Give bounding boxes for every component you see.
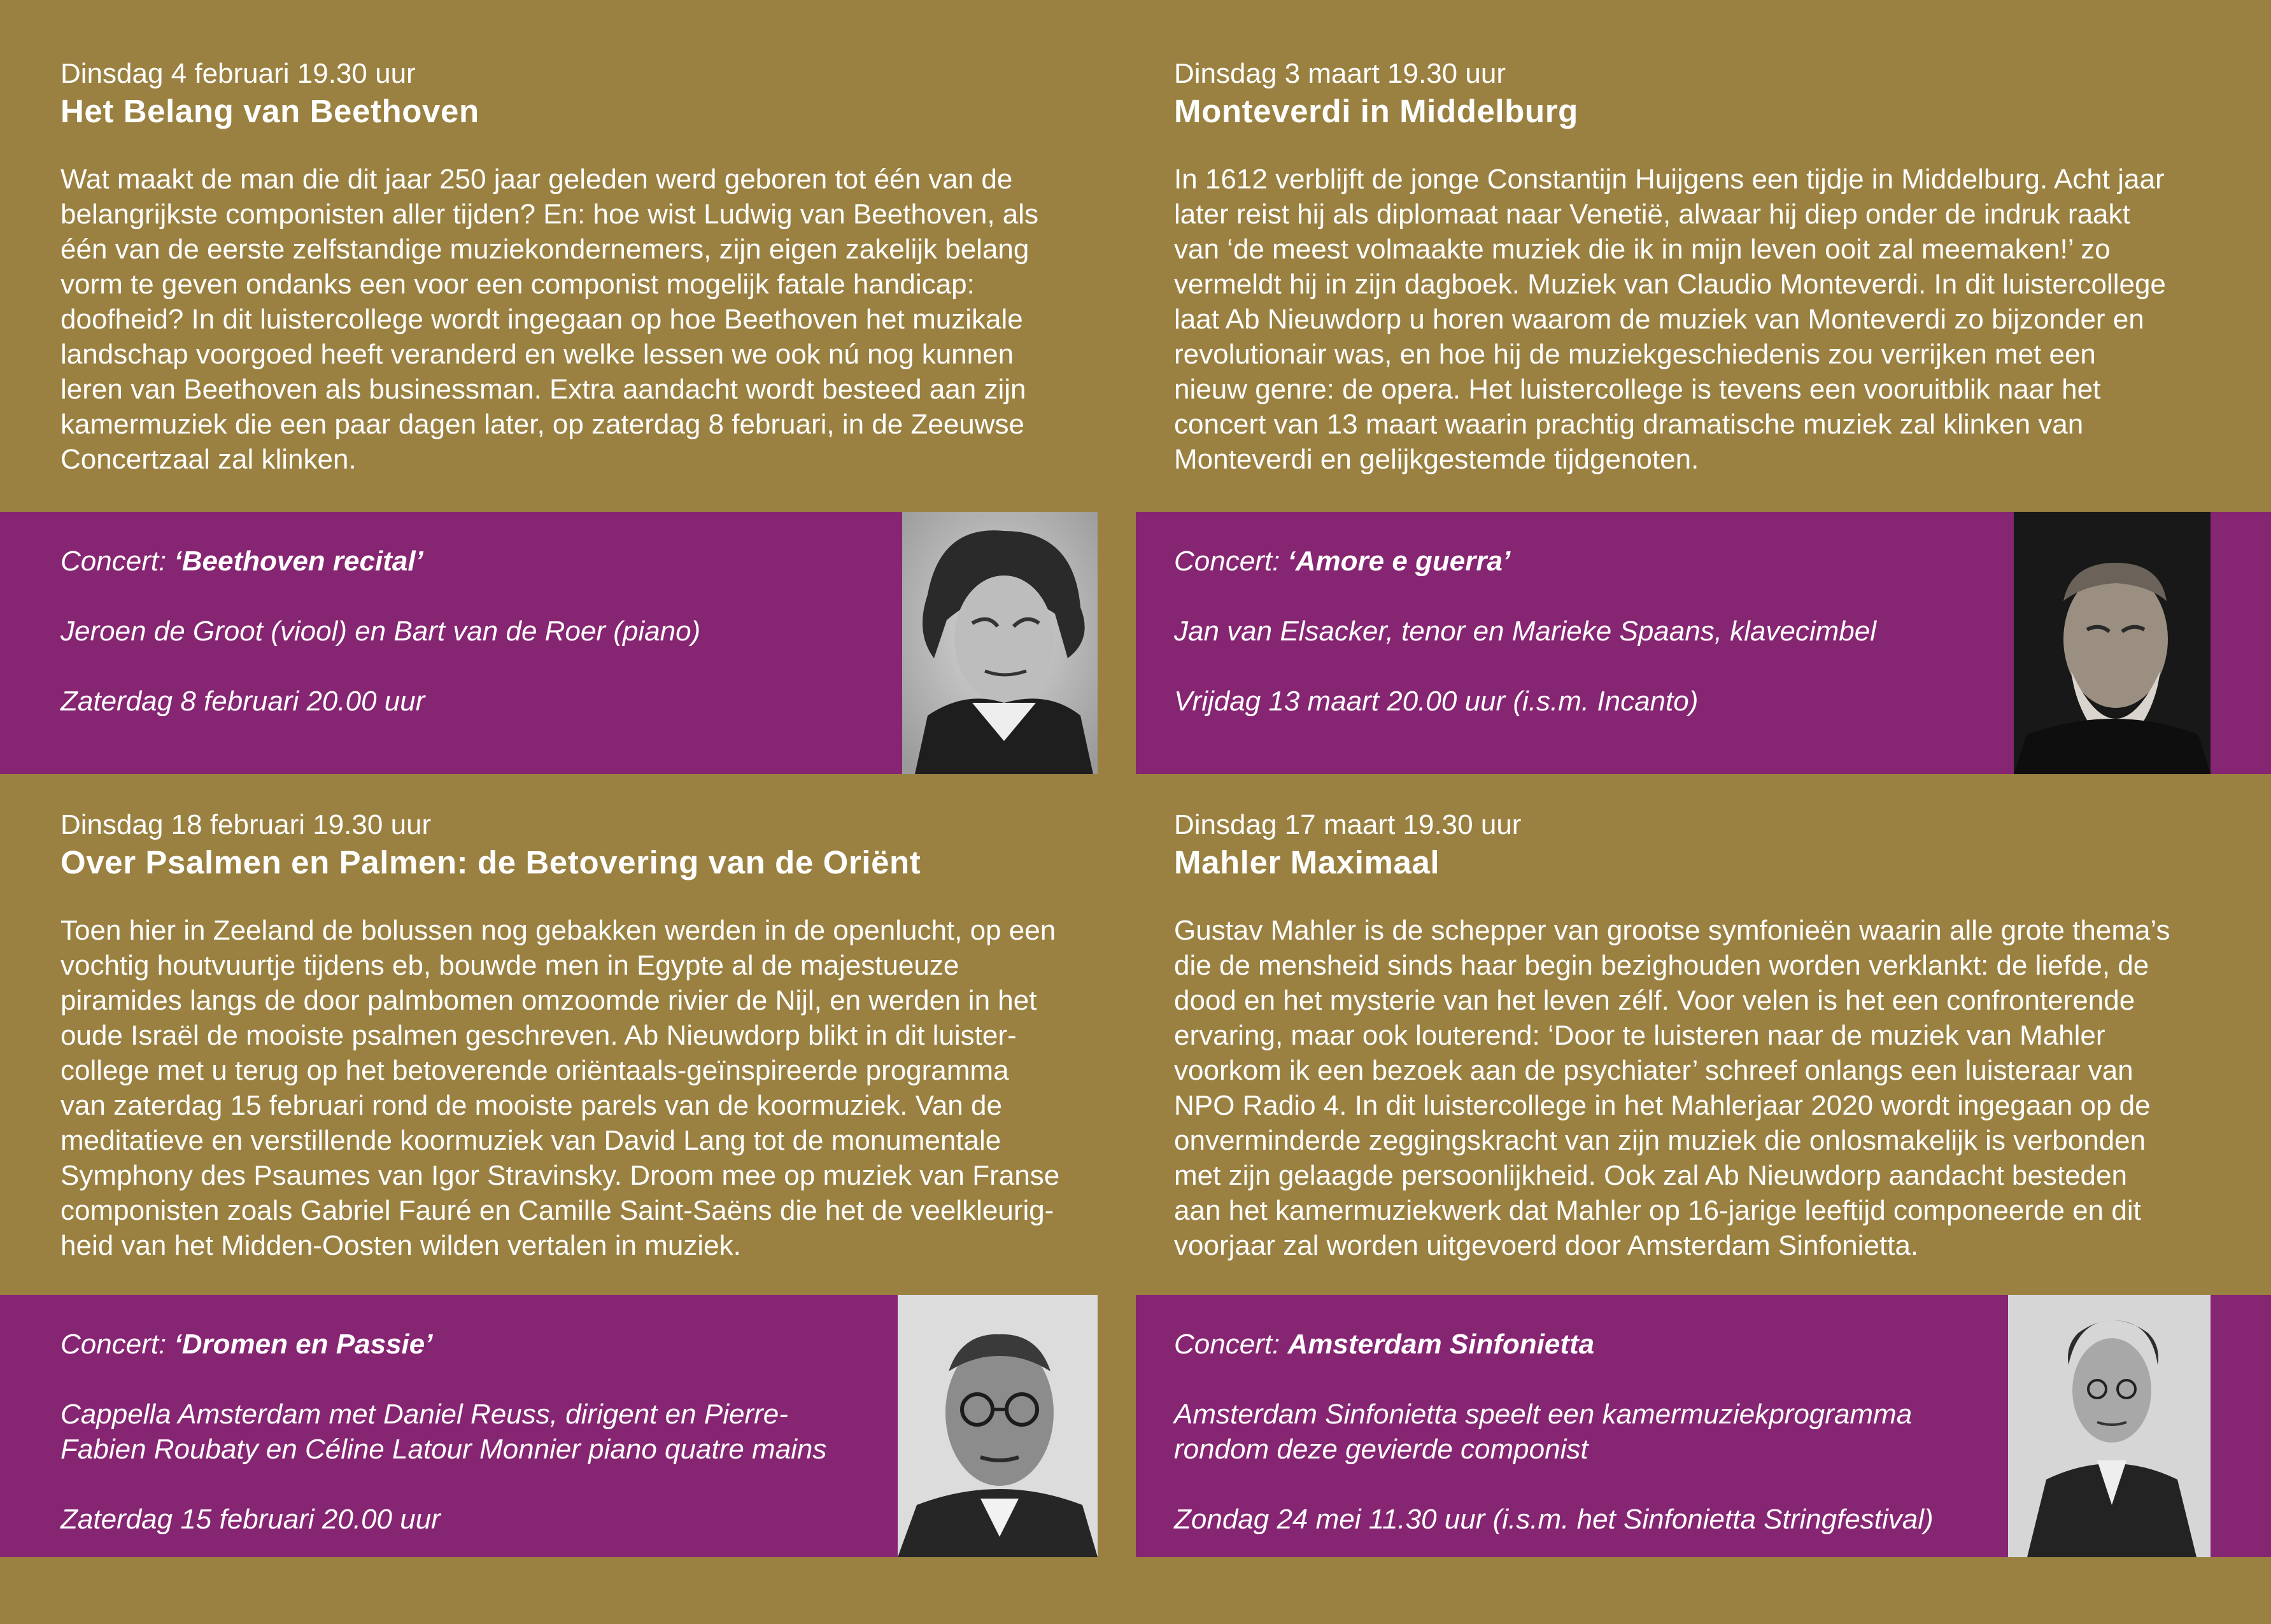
concert-heading: Concert: ‘Amore e guerra’: [1174, 546, 1511, 577]
concert-name: ‘Amore e guerra’: [1287, 546, 1511, 577]
event-title: Over Psalmen en Palmen: de Betovering van de Oriënt: [60, 844, 921, 880]
beethoven-portrait: [902, 512, 1098, 774]
concert-name: ‘Dromen en Passie’: [174, 1329, 433, 1360]
concert-heading: Concert: Amsterdam Sinfonietta: [1174, 1329, 1595, 1360]
event-description: Toen hier in Zeeland de bolussen nog gebakken werden in de openlucht, op een vochtig houtvuurtje tijdens eb, bouwde men in Egypte al de majestueuze piramides langs de door palmbomen omzoomde rivier de Nijl, en werden in het oude Israël de mooiste psalmen geschreven. Ab Nieuwdorp blikt in dit luister- college met u terug op het betoverende oriëntaals-geïnspireerde programma van zaterdag 15 februari rond de mooiste parels van de koormuziek. Van de meditatieve en verstillende koormuziek van David Lang tot de monumentale Symphony des Psaumes van Igor Stravinsky. Droom mee op muziek van Franse componisten zoals Gabriel Fauré en Camille Saint-Saëns die het de veelkleurig- heid van het Midden-Oosten wilden vertalen in muziek.: [60, 915, 1060, 1261]
concert-performers: Jan van Elsacker, tenor en Marieke Spaans, klavecimbel: [1174, 616, 1877, 647]
concert-performers: Amsterdam Sinfonietta speelt een kamermuziekprogramma: [1174, 1399, 1913, 1430]
event-title: Het Belang van Beethoven: [60, 93, 479, 129]
concert-performers: Cappella Amsterdam met Daniel Reuss, dirigent en Pierre-: [60, 1399, 788, 1430]
event-monteverdi-intro: [1174, 56, 2231, 477]
event-psalmen-intro: [60, 807, 1117, 1263]
concert-name: ‘Beethoven recital’: [174, 546, 423, 577]
event-description: Gustav Mahler is de schepper van grootse symfonieën waarin alle grote thema’s die de mensheid sinds haar begin bezighouden worden verklankt: de liefde, de dood en het mysterie van het leven zélf. Voor velen is het een confronterende ervaring, maar ook louterend: ‘Door te luisteren naar de muziek van Mahler voorkom ik een bezoek aan de psychiater’ schreef onlangs een luisteraar van NPO Radio 4. In dit luistercollege in het Mahlerjaar 2020 wordt ingegaan op de onverminderde zeggingskracht van zijn muziek die onlosmakelijk is verbonden met zijn gelaagde persoonlijkheid. Ook zal Ab Nieuwdorp aandacht besteden aan het kamermuziekwerk dat Mahler op 16-jarige leeftijd componeerde en dit voorjaar zal worden uitgevoerd door Amsterdam Sinfonietta.: [1174, 915, 2170, 1261]
stravinsky-portrait: [898, 1295, 1098, 1557]
event-description: Wat maakt de man die dit jaar 250 jaar geleden werd geboren tot één van de belangrijkste componisten aller tijden? En: hoe wist Ludwig van Beethoven, als één van de eerste zelfstandige muziekondernemers, zijn eigen zakelijk belang vorm te geven ondanks een voor een componist mogelijk fatale handicap: doofheid? In dit luistercollege wordt ingegaan op hoe Beethoven het muzikale landschap voorgoed heeft veranderd en welke lessen we ook nú nog kunnen leren van Beethoven als businessman. Extra aandacht wordt besteed aan zijn kamermuziek die een paar dagen later, op zaterdag 8 februari, in de Zeeuwse Concertzaal zal klinken.: [60, 164, 1039, 475]
event-date: Dinsdag 18 februari 19.30 uur: [60, 809, 432, 840]
concert-name: Amsterdam Sinfonietta: [1287, 1329, 1595, 1360]
event-description: In 1612 verblijft de jonge Constantijn Huijgens een tijdje in Middelburg. Acht jaar later reist hij als diplomaat naar Venetië, alwaar hij diep onder de indruk raakt van ‘de meest volmaakte muziek die ik in mijn leven ooit zal meemaken!’ zo vermeldt hij in zijn dagboek. Muziek van Claudio Monteverdi. In dit luistercollege laat Ab Nieuwdorp u horen waarom de muziek van Monteverdi zo bijzonder en revolutionair was, en hoe hij de muziekgeschiedenis zou verrijken met een nieuw genre: de opera. Het luistercollege is tevens een vooruitblik naar het concert van 13 maart waarin prachtig dramatische muziek zal klinken van Monteverdi en gelijkgestemde tijdgenoten.: [1174, 164, 2166, 475]
event-date: Dinsdag 3 maart 19.30 uur: [1174, 58, 1506, 89]
concert-heading: Concert: ‘Dromen en Passie’: [60, 1329, 433, 1360]
event-beethoven-intro: [60, 56, 1105, 477]
mahler-portrait: [2008, 1295, 2211, 1557]
concert-heading: Concert: ‘Beethoven recital’: [60, 546, 423, 577]
concert-datetime: Zondag 24 mei 11.30 uur (i.s.m. het Sinfonietta Stringfestival): [1174, 1504, 1934, 1535]
concert-performers-line-2: Fabien Roubaty en Céline Latour Monnier piano quatre mains: [60, 1434, 827, 1465]
concert-performers-line-2: rondom deze gevierde componist: [1174, 1434, 1588, 1465]
concert-performers: Jeroen de Groot (viool) en Bart van de Roer (piano): [60, 616, 701, 647]
event-title: Monteverdi in Middelburg: [1174, 93, 1578, 129]
event-mahler-intro: [1174, 807, 2231, 1263]
concert-datetime: Zaterdag 15 februari 20.00 uur: [60, 1504, 441, 1535]
event-title: Mahler Maximaal: [1174, 844, 1440, 880]
concert-datetime: Vrijdag 13 maart 20.00 uur (i.s.m. Incanto): [1174, 686, 1699, 717]
concert-datetime: Zaterdag 8 februari 20.00 uur: [60, 686, 425, 717]
monteverdi-portrait: [2014, 512, 2211, 774]
event-date: Dinsdag 4 februari 19.30 uur: [60, 58, 416, 89]
event-date: Dinsdag 17 maart 19.30 uur: [1174, 809, 1522, 840]
